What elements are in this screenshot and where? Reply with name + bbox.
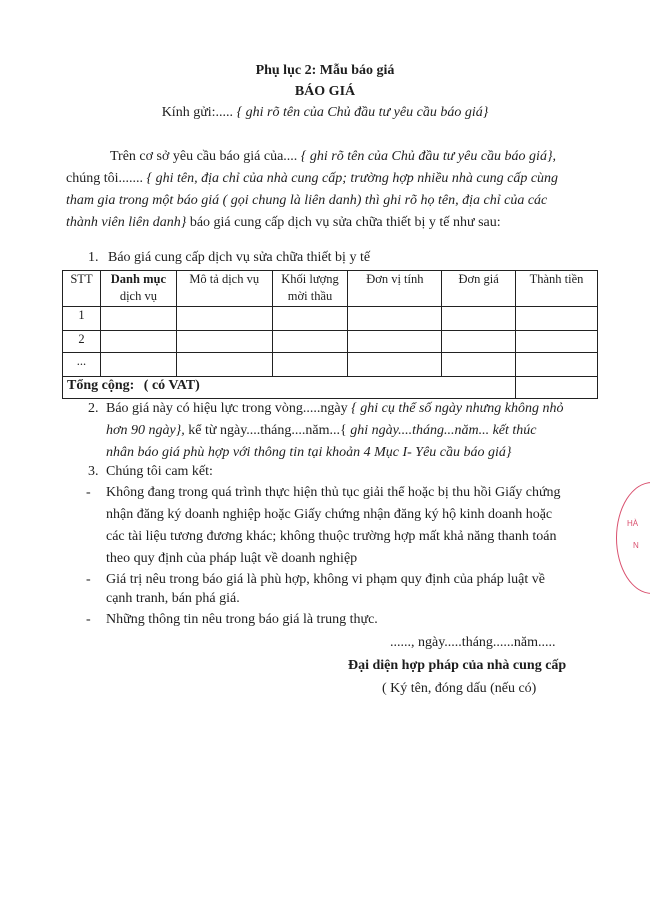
intro-text: chúng tôi....... <box>66 171 143 186</box>
intro-note: thành viên liên danh} <box>66 215 187 230</box>
table-cell <box>272 331 348 353</box>
table-cell <box>348 307 442 331</box>
table-cell <box>442 331 516 353</box>
header-item-line-2: dịch vụ <box>119 289 157 303</box>
header-stt: STT <box>63 271 101 307</box>
signature-note: ( Ký tên, đóng dấu (nếu có) <box>382 681 537 696</box>
quote-table <box>62 270 598 399</box>
table-cell <box>100 331 176 353</box>
header-total: Thành tiền <box>516 271 598 307</box>
section-note: ghi ngày....tháng...năm... kết thúc <box>350 423 537 438</box>
commitment-1-line-3: các tài liệu tương đương khác; không thuộc trường hợp mất khả năng thanh toán <box>106 529 557 544</box>
commitment-3-line-1: Những thông tin nêu trong báo giá là trung thực. <box>106 612 378 627</box>
table-header-row <box>63 271 598 307</box>
intro-line-1 <box>110 148 556 166</box>
commitment-1-line-4: theo quy định của pháp luật về doanh nghiệp <box>106 551 358 566</box>
intro-note: { ghi tên, địa chỉ của nhà cung cấp; trường hợp nhiều nhà cung cấp cùng <box>146 171 559 186</box>
signature-date: ......, ngày.....tháng......năm..... <box>390 635 556 650</box>
table-row <box>63 353 598 377</box>
section-text: Báo giá này có hiệu lực trong vòng.....ngày <box>106 401 348 416</box>
section-number: 1. <box>88 250 99 265</box>
table-cell <box>100 307 176 331</box>
section-text: kể từ ngày....tháng....năm...{ <box>188 423 347 438</box>
commitment-2-line-2: cạnh tranh, bán phá giá. <box>106 591 240 606</box>
table-cell <box>176 331 272 353</box>
seal-text: HÀ <box>627 519 639 528</box>
table-cell <box>176 307 272 331</box>
section-heading-text: Báo giá cung cấp dịch vụ sửa chữa thiết bị y tế <box>108 250 371 265</box>
commitment-1-line-2: nhận đăng ký doanh nghiệp hoặc Giấy chứng nhận đăng ký hộ kinh doanh hoặc <box>106 507 553 522</box>
table-cell <box>348 331 442 353</box>
section-1-heading <box>88 249 370 267</box>
table-row <box>63 307 598 331</box>
header-quantity <box>272 271 348 307</box>
row-number: 2 <box>63 331 101 353</box>
header-unit: Đơn vị tính <box>348 271 442 307</box>
total-value-cell <box>516 377 598 399</box>
intro-line-3: tham gia trong một báo giá ( gọi chung là liên danh) thì ghi rõ họ tên, địa chỉ của các <box>66 193 548 208</box>
table-cell <box>272 353 348 377</box>
total-label: Tổng cộng: <box>67 378 135 393</box>
table-cell <box>516 353 598 377</box>
greeting <box>0 104 650 122</box>
table-row <box>63 331 598 353</box>
table-cell <box>516 331 598 353</box>
commitment-2-line-1: Giá trị nêu trong báo giá là phù hợp, không vi phạm quy định của pháp luật về <box>106 572 545 587</box>
table-cell <box>348 353 442 377</box>
intro-note: { ghi rõ tên của Chủ đầu tư yêu cầu báo giá}, <box>300 149 557 164</box>
bullet-1: - <box>86 485 91 500</box>
bullet-2: - <box>86 572 91 587</box>
table-cell <box>100 353 176 377</box>
header-quantity-line-1: Khối lượng <box>281 272 339 286</box>
section-number: 2. <box>88 401 99 416</box>
section-2-line-2 <box>106 422 537 440</box>
document-title: BÁO GIÁ <box>294 84 356 99</box>
header-price: Đơn giá <box>442 271 516 307</box>
greeting-note: { ghi rõ tên của Chủ đầu tư yêu cầu báo giá} <box>236 105 489 120</box>
table-cell <box>516 307 598 331</box>
bullet-3: - <box>86 612 91 627</box>
header-quantity-line-2: mời thầu <box>287 289 333 303</box>
section-note: hơn 90 ngày}, <box>106 423 185 438</box>
intro-text: Trên cơ sở yêu cầu báo giá của.... <box>110 149 298 164</box>
row-number: ... <box>63 353 101 377</box>
signature-role: Đại diện hợp pháp của nhà cung cấp <box>348 658 567 673</box>
intro-line-4 <box>66 214 501 232</box>
table-total-row <box>63 377 598 399</box>
table-cell <box>272 307 348 331</box>
section-3-heading <box>88 463 213 481</box>
total-vat-note: ( có VAT) <box>143 378 200 393</box>
seal-text: N <box>633 541 639 550</box>
table-cell <box>442 307 516 331</box>
row-number: 1 <box>63 307 101 331</box>
total-label-cell <box>63 377 516 399</box>
intro-text: báo giá cung cấp dịch vụ sửa chữa thiết bị y tế như sau: <box>189 215 501 230</box>
section-number: 3. <box>88 464 99 479</box>
commitment-1-line-1: Không đang trong quá trình thực hiện thủ tục giải thể hoặc bị thu hồi Giấy chứng <box>106 485 561 500</box>
appendix-title: Phụ lục 2: Mẫu báo giá <box>255 63 395 78</box>
section-2-line-1 <box>88 400 563 418</box>
header-item <box>100 271 176 307</box>
section-2-line-3: nhân báo giá phù hợp với thông tin tại khoản 4 Mục I- Yêu cầu báo giá} <box>106 445 512 460</box>
section-heading-text: Chúng tôi cam kết: <box>106 464 213 479</box>
greeting-prefix: Kính gửi:..... <box>161 105 234 120</box>
seal-stamp <box>616 482 650 594</box>
section-note: { ghi cụ thể số ngày nhưng không nhỏ <box>351 401 564 416</box>
header-description: Mô tả dịch vụ <box>176 271 272 307</box>
header-item-line-1: Danh mục <box>110 272 166 286</box>
table-cell <box>176 353 272 377</box>
intro-line-2 <box>66 170 558 188</box>
table-cell <box>442 353 516 377</box>
